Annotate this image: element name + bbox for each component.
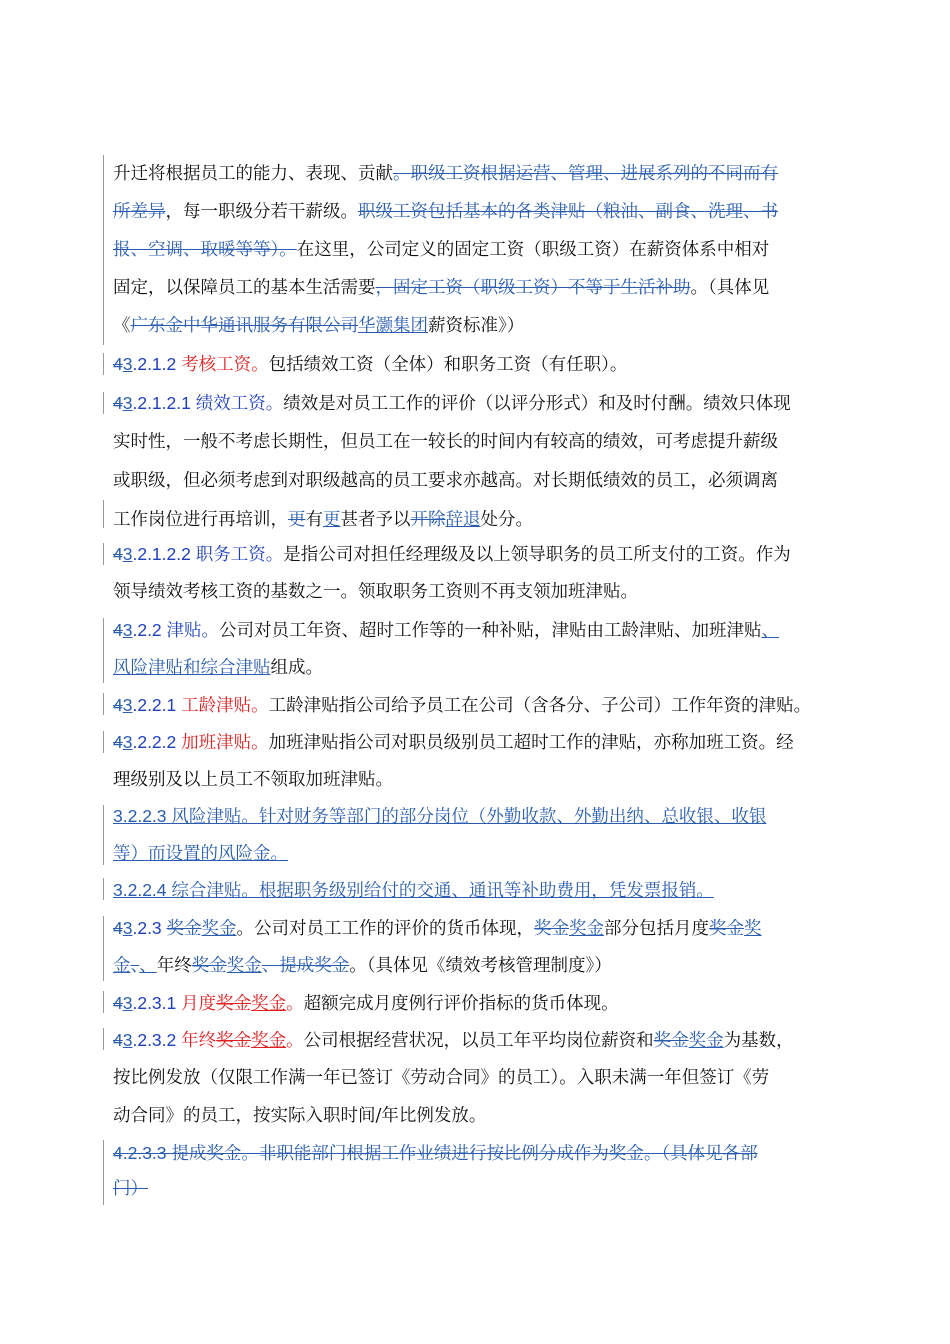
- deleted-text: 。职级工资根据运营、管理、进展系列的不同而有: [393, 164, 778, 184]
- text: ，每一职级分若干薪级。: [165, 202, 358, 222]
- text: 。: [286, 994, 304, 1014]
- section-heading-line: [113, 1021, 873, 1060]
- deleted-text: ，固定工资（职级工资）不等于生活补助: [375, 278, 691, 298]
- text: 工作岗位进行再培训，: [113, 510, 288, 530]
- inserted-text: 辞退: [445, 510, 481, 530]
- text: 固定，以保障员工的基本生活需要: [113, 278, 376, 298]
- inserted-text: 、: [139, 956, 157, 976]
- change-bar: [103, 618, 104, 683]
- paragraph-line: [113, 155, 873, 193]
- inserted-text: 奖金: [201, 919, 237, 939]
- text: 组成。: [270, 658, 323, 678]
- inserted-text: 奖: [744, 919, 762, 939]
- change-bar: [103, 693, 104, 715]
- inserted-text: 更: [323, 510, 341, 530]
- section-title: 工龄津贴。: [181, 696, 269, 716]
- deleted-text: 提成奖金。非职能部门根据工作业绩进行按比例分成作为奖金。（具体见各部: [171, 1144, 758, 1164]
- change-bar: [103, 392, 104, 414]
- section-heading-line: [113, 723, 873, 762]
- deleted-text: 报、空调、取暖等等）。: [113, 240, 297, 260]
- change-bar: [103, 1028, 104, 1050]
- deleted-text: 开除: [410, 510, 446, 530]
- deleted-text: 奖金: [653, 1031, 689, 1051]
- section-number: 43.2.2.1: [113, 695, 182, 715]
- paragraph-line: [113, 649, 873, 687]
- deleted-text: 奖金: [709, 919, 745, 939]
- text: 有: [305, 510, 323, 530]
- deleted-text: 奖金: [216, 1031, 252, 1051]
- text: 薪资标准》）: [428, 316, 525, 336]
- section-heading-line: [113, 984, 873, 1023]
- inserted-text: 、: [761, 621, 780, 641]
- change-bar: [103, 878, 104, 900]
- text: 公司对员工年资、超时工作等的一种补贴，津贴由工龄津贴、加班津贴: [219, 621, 762, 641]
- paragraph-line: 或职级，但必须考虑到对职级越高的员工要求亦越高。对长期低绩效的员工，必须调离: [113, 471, 778, 491]
- section-heading-line: [113, 909, 873, 948]
- paragraph-line: [113, 307, 873, 345]
- paragraph-line: [113, 269, 873, 307]
- text: 。: [286, 1031, 304, 1051]
- change-bar: [103, 500, 104, 528]
- deleted-text: 广东金中华通讯服务有限公司: [130, 316, 358, 336]
- paragraph-line: [113, 1170, 873, 1208]
- text: 公司根据经营状况，以员工年平均岗位薪资和: [303, 1031, 654, 1051]
- text: 是指公司对担任经理级及以上领导职务的员工所支付的工资。作为: [283, 545, 791, 565]
- section-title: 绩效工资。: [195, 394, 284, 414]
- paragraph-line: [113, 835, 873, 873]
- inserted-text: 奖金: [688, 1031, 724, 1051]
- deleted-text: 更: [288, 510, 306, 530]
- text: 处分。: [480, 510, 533, 530]
- text: 超额完成月度例行评价指标的货币体现。: [303, 994, 619, 1014]
- section-number: 43.2.1.2: [113, 354, 182, 374]
- change-bar: [103, 991, 104, 1013]
- inserted-text: 风险津贴和综合津贴: [113, 658, 271, 678]
- text: 工龄津贴指公司给予员工在公司（含各分、子公司）工作年资的津贴。: [268, 696, 812, 716]
- section-number: 43.2.1.2.1: [113, 393, 196, 413]
- text: 加班津贴指公司对职员级别员工超时工作的津贴，亦称加班工资。经: [268, 733, 794, 753]
- paragraph-line: 动合同》的员工，按实际入职时间/年比例发放。: [113, 1106, 487, 1126]
- change-bar: [103, 353, 104, 375]
- inserted-text: 奖金: [226, 956, 262, 976]
- section-heading-line: [113, 1134, 873, 1173]
- deleted-text: 、提成奖金: [261, 956, 350, 976]
- inserted-text: 综合津贴。根据职务级别给付的交通、通讯等补助费用，凭发票报销。: [171, 881, 714, 901]
- deleted-text: 奖金: [216, 994, 252, 1014]
- section-title: 津贴。: [166, 621, 220, 641]
- change-bar: [103, 1140, 104, 1205]
- section-heading-line: [113, 535, 873, 574]
- section-number: 43.2.3.1: [113, 993, 182, 1013]
- text: 为基数，: [723, 1031, 794, 1051]
- section-heading-line: [113, 686, 873, 725]
- section-title: 考核工资。: [181, 355, 269, 375]
- text: 。公司对员工工作的评价的货币体现，: [236, 919, 535, 939]
- text: 。（具体见《绩效考核管理制度》）: [349, 956, 612, 976]
- change-bar: [103, 916, 104, 981]
- deleted-text: 奖金: [191, 956, 227, 976]
- text: 包括绩效工资（全体）和职务工资（有任职）。: [268, 355, 628, 375]
- section-number: 43.2.3: [113, 918, 167, 938]
- paragraph-line: [113, 947, 873, 985]
- paragraph-line: [113, 231, 873, 269]
- deleted-text: 奖金: [166, 919, 202, 939]
- section-heading-line: [113, 384, 873, 423]
- deleted-text: 所差异: [113, 202, 166, 222]
- section-heading-line: [113, 871, 873, 910]
- change-bar: [103, 543, 104, 565]
- text: 年终: [156, 956, 192, 976]
- section-title: 年终: [181, 1031, 217, 1051]
- text: 在这里，公司定义的固定工资（职级工资）在薪资体系中相对: [296, 240, 770, 260]
- inserted-text: 奖金: [251, 1031, 287, 1051]
- section-heading-line: [113, 345, 873, 384]
- section-title: 加班津贴。: [181, 733, 269, 753]
- paragraph-line: 领导绩效考核工资的基数之一。领取职务工资则不再支领加班津贴。: [113, 582, 638, 602]
- deleted-text: 门）: [113, 1179, 148, 1199]
- inserted-text: 风险津贴。针对财务等部门的部分岗位（外勤收款、外勤出纳、总收银、收银: [171, 807, 767, 827]
- text: 。（具体见: [690, 278, 770, 298]
- paragraph-line: [113, 501, 873, 539]
- text: 部分包括月度: [604, 919, 710, 939]
- change-bar: [103, 731, 104, 753]
- inserted-text: 奖金: [251, 994, 287, 1014]
- inserted-text: 金: [113, 956, 131, 976]
- section-number: 43.2.2.2: [113, 732, 182, 752]
- section-heading-line: [113, 611, 873, 650]
- inserted-text: 奖金: [569, 919, 605, 939]
- section-number: 43.2.2: [113, 620, 167, 640]
- section-title: 月度: [181, 994, 217, 1014]
- paragraph-line: 按比例发放（仅限工作满一年已签订《劳动合同》的员工）。入职未满一年但签订《劳: [113, 1068, 770, 1088]
- paragraph-line: 实时性，一般不考虑长期性，但员工在一较长的时间内有较高的绩效，可考虑提升薪级: [113, 432, 778, 452]
- section-number: 43.2.3.2: [113, 1030, 182, 1050]
- section-heading-line: [113, 797, 873, 836]
- section-title: 职务工资。: [195, 545, 284, 565]
- text: 《: [113, 316, 131, 336]
- inserted-text: 等）而设置的风险金。: [113, 844, 288, 864]
- change-bar: [103, 155, 104, 345]
- section-number: 43.2.1.2.2: [113, 544, 196, 564]
- text: 甚者予以: [340, 510, 411, 530]
- deleted-text: 职级工资包括基本的各类津贴（粮油、副食、洗理、书: [358, 202, 778, 222]
- paragraph-line: [113, 193, 873, 231]
- section-number: 3.2.2.3: [113, 806, 172, 826]
- deleted-text: 奖金: [534, 919, 570, 939]
- text: 绩效是对员工工作的评价（以评分形式）和及时付酬。绩效只体现: [283, 394, 791, 414]
- inserted-text: 华灏集团: [358, 316, 428, 336]
- paragraph-line: 理级别及以上员工不领取加班津贴。: [113, 770, 393, 790]
- section-number: 3.2.2.4: [113, 880, 172, 900]
- deleted-text: 、: [130, 956, 140, 976]
- change-bar: [103, 805, 104, 865]
- text: 升迁将根据员工的能力、表现、贡献: [113, 164, 393, 184]
- section-number: 4.2.3.3: [113, 1143, 172, 1163]
